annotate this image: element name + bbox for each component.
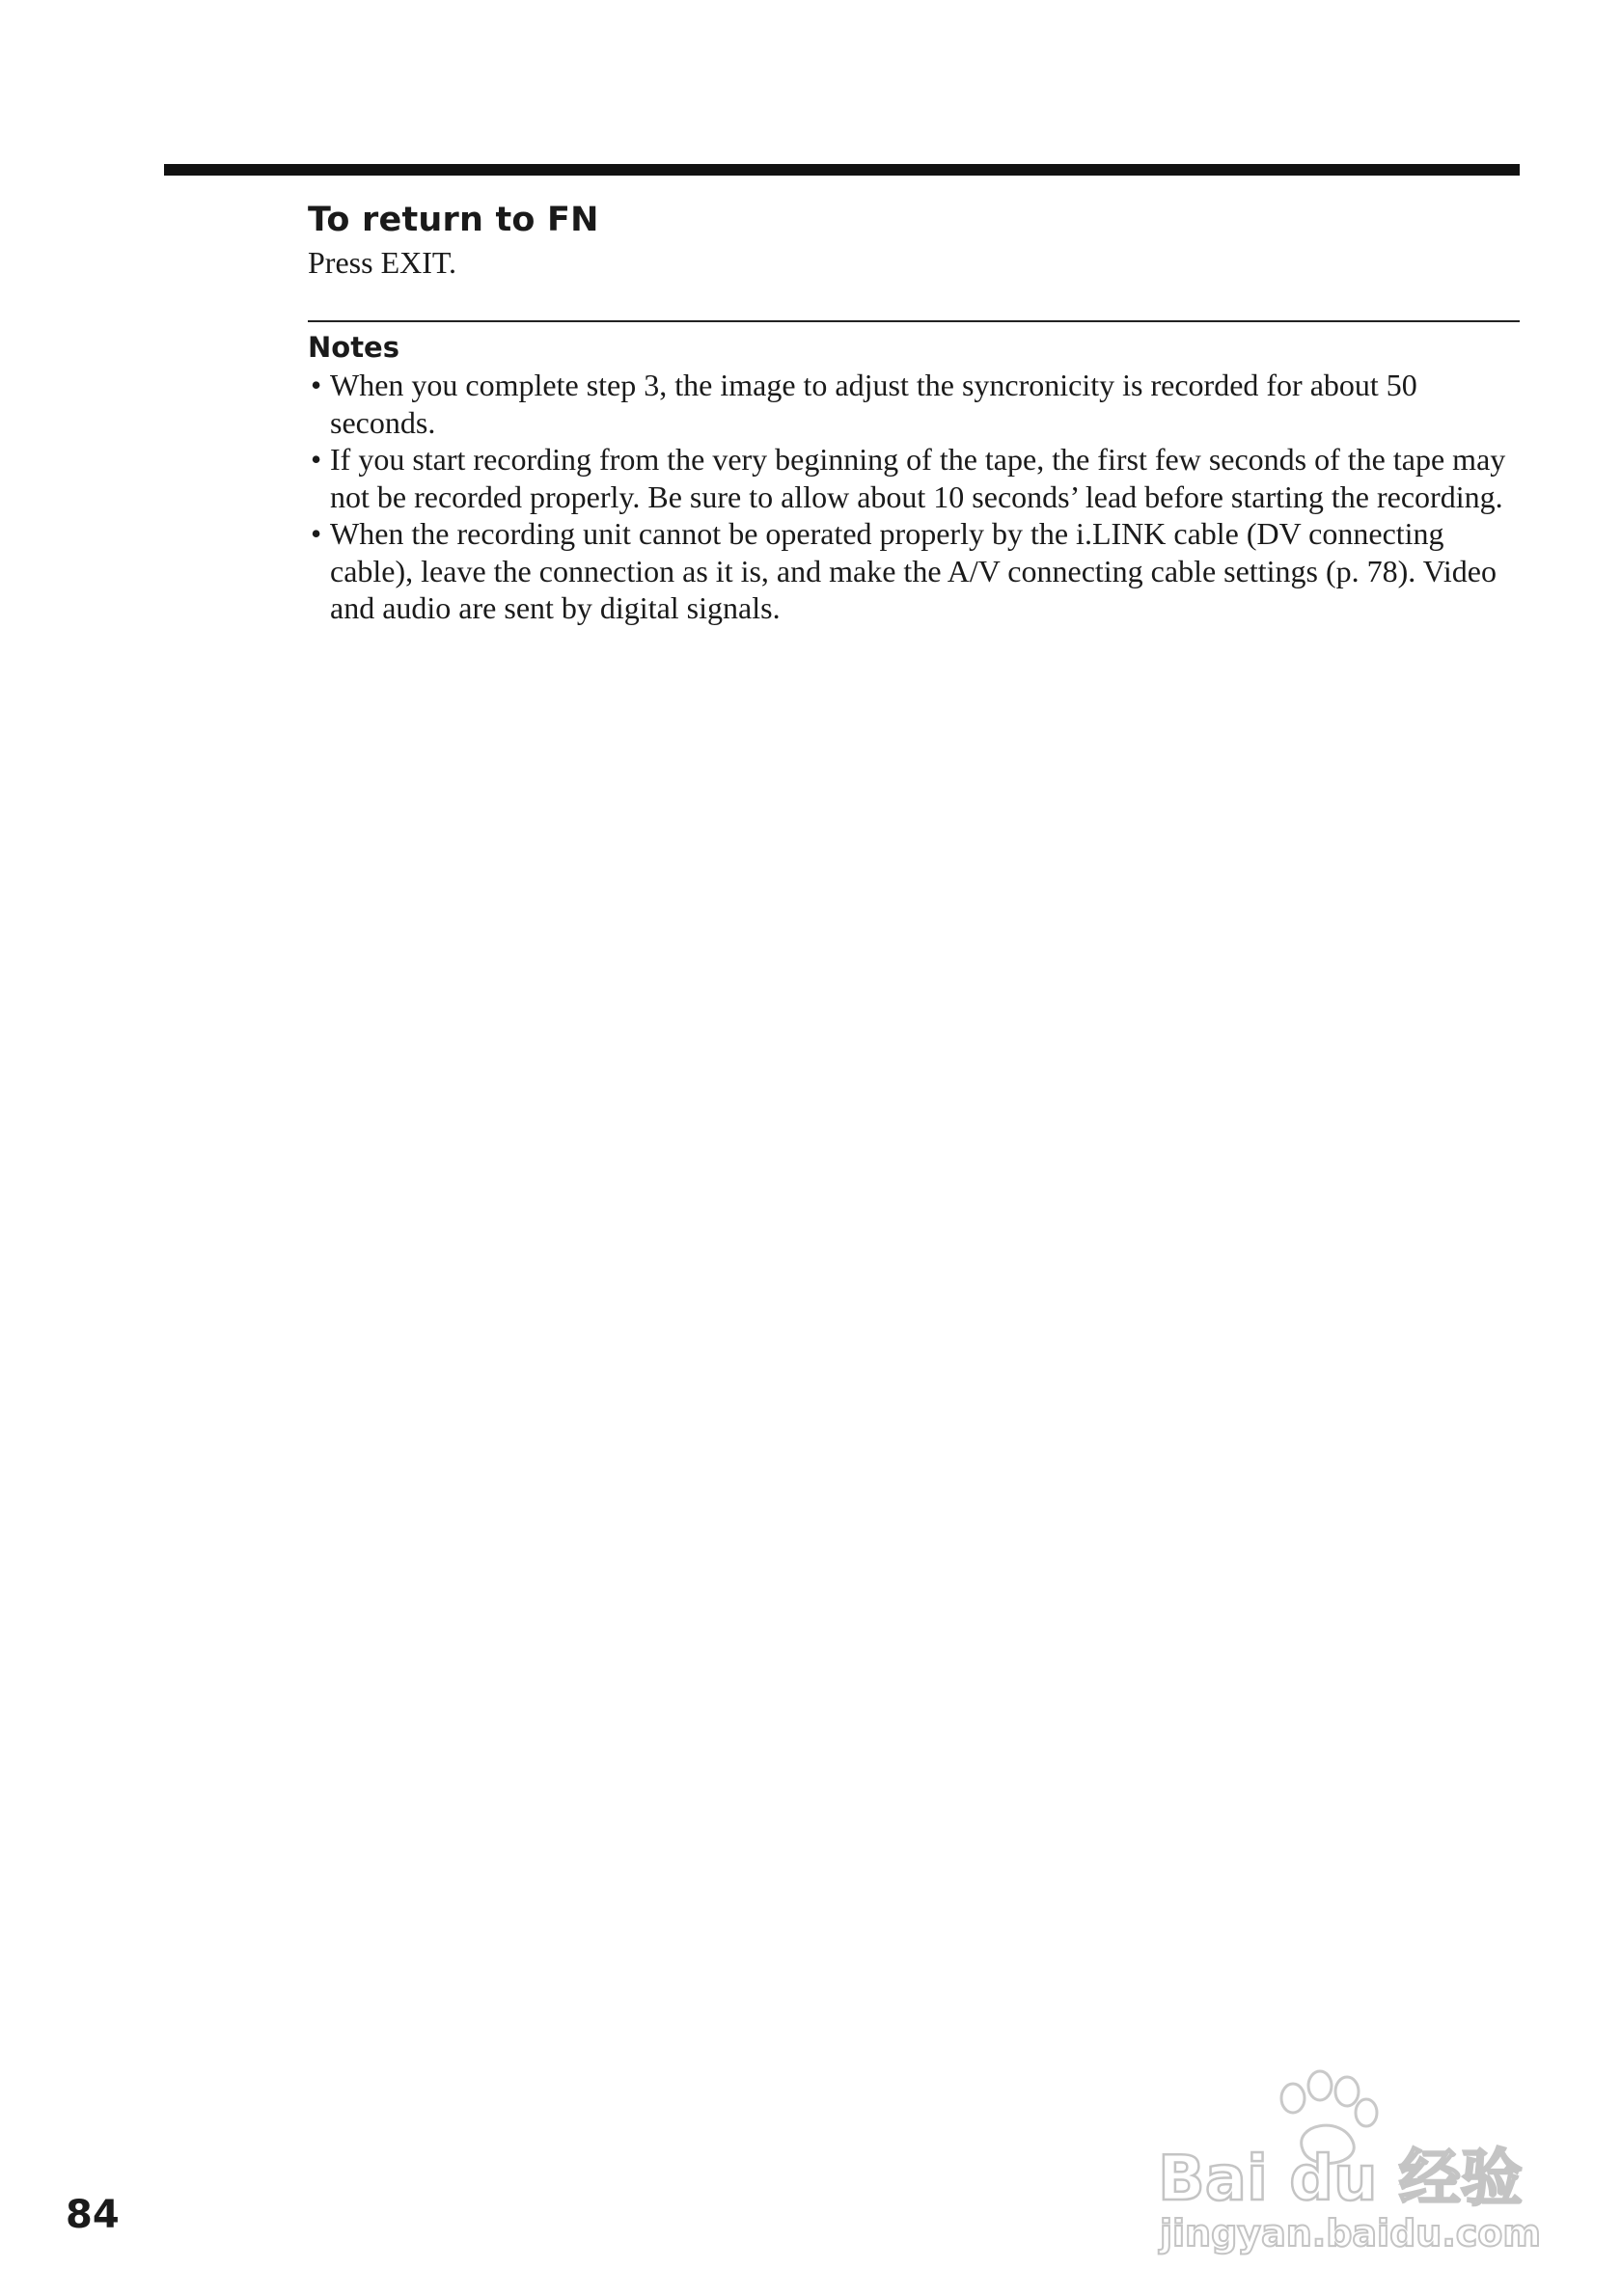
page-number: 84 — [66, 2193, 120, 2237]
note-text: When you complete step 3, the image to adjust the syncronicity is recorded for about 50 seconds. — [330, 368, 1417, 440]
notes-rule — [308, 320, 1520, 322]
section-title: To return to FN — [308, 201, 599, 239]
note-item — [308, 515, 1520, 627]
baidu-watermark — [1148, 2064, 1553, 2257]
notes-heading: Notes — [308, 331, 399, 364]
note-item — [308, 441, 1520, 515]
notes-section — [308, 320, 1520, 627]
bullet-icon: • — [311, 516, 322, 551]
bullet-icon: • — [311, 442, 322, 477]
watermark-url: jingyan.baidu.com — [1160, 2212, 1541, 2255]
return-to-fn-section — [308, 197, 1520, 282]
bullet-icon: • — [311, 368, 322, 402]
note-text: If you start recording from the very beginning of the tape, the first few seconds of the tape may not be recorded properly. Be sure to allow about 10 seconds’ lead before starting the recording. — [330, 442, 1506, 514]
watermark-brand: Bai du 经验 — [1158, 2144, 1523, 2215]
note-text: When the recording unit cannot be operated properly by the i.LINK cable (DV connecting cable), leave the connection as it is, and make the A/V connecting cable settings (p. 78). Video and audio are sent by digital signals. — [330, 516, 1497, 625]
notes-list — [308, 367, 1520, 627]
top-rule — [164, 164, 1520, 176]
section-body: Press EXIT. — [308, 245, 457, 280]
note-item — [308, 367, 1520, 441]
